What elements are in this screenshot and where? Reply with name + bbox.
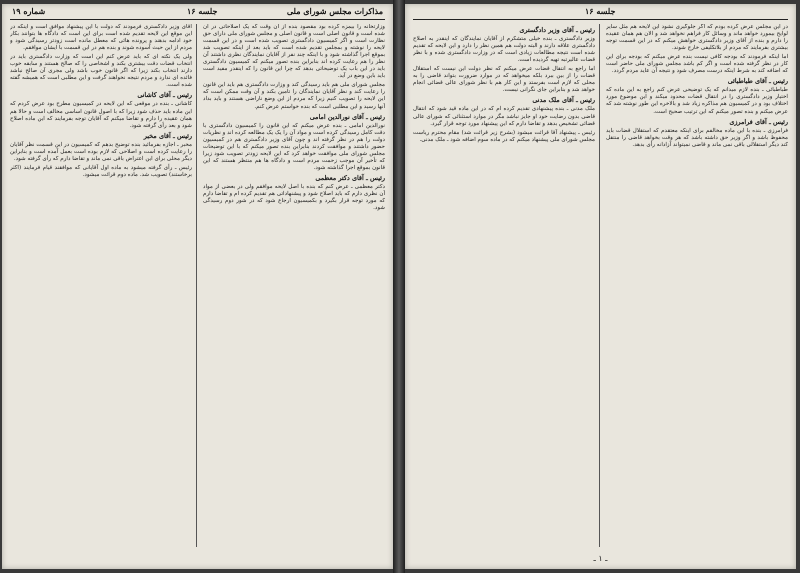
left-page [2, 4, 393, 569]
left-header-issue: شماره ۱۹ [12, 6, 46, 16]
left-header-rule [10, 19, 385, 20]
right-page-header [415, 6, 786, 18]
book-gutter [393, 0, 405, 573]
paragraph: رئیس ـ رأی گرفته میشود به ماده اول آقایانی که موافقند قیام فرمایند (اکثر برخاستند) تصویب شد. ماده دوم قرائت میشود. [10, 164, 192, 178]
paragraph: وزارتخانه را بیمزه کرده بود مقصود بنده از آن وقت که یک اصلاحاتی در آن شده است و قانون اصلی است و قانون اصلی و مجلس شورای ملی دارای حق نظارت است و اگر کمیسیون دادگستری تصویب شده است و در این قسمت لایحه را نوشته و بمجلس تقدیم شده است که باید بعد از اینکه تصویب شد بموقع اجرا گذاشته شود و با اینکه چند نفر از آقایان نمایندگان نظری داشتند آن نظر را هم رعایت کرده اند بنابراین بنده تصور میکنم که کمیسیون دادگستری باید در این باب یک توضیحاتی بدهد که چرا این قانون را که اینقدر مفید است باید باین وضع در آید. [203, 24, 385, 80]
right-header-session: جلسه ۱۶ [585, 6, 616, 16]
right-columns [413, 24, 788, 547]
speaker-heading: رئیس ـ آقای طباطبائی [727, 77, 788, 86]
speaker-heading: رئیس ـ آقای وزیر دادگستری [519, 26, 595, 34]
left-column-left [10, 24, 192, 547]
paragraph: کاشانی ـ بنده در موقعی که این لایحه در کمیسیون مطرح بود عرض کردم که این ماده باید حذف شود زیرا که با اصول قانون اساسی مخالف است و حالا هم همان عقیده را دارم و تقاضا میکنم که آقایان توجه بفرمایند که این ماده اصلاح شود و بعد رأی گرفته شود. [10, 101, 192, 129]
right-column-divider [599, 24, 600, 547]
speaker-heading: رئیس ـ آقای مخبر [143, 131, 192, 140]
left-column-divider [196, 24, 197, 547]
left-header-title: مذاکرات مجلس شورای ملی [286, 6, 383, 16]
paragraph: مجلس شورای ملی هم باید رسیدگی کند و وزارت دادگستری هم باید این قانون را رعایت کند و نظر آقایان نمایندگان را تامین بکند و آن وقت ممکن است که این لایحه را تصویب کنیم زیرا که مردم از این وضع ناراضی هستند و باید بداد آنها رسید و این مطلبی است که بنده خواستم عرض کنم. [203, 82, 385, 110]
right-column-right [606, 24, 788, 547]
paragraph: مخبر ـ اجازه بفرمائید بنده توضیح بدهم که کمیسیون در این قسمت نظر آقایان را رعایت کرده است و اصلاحی که لازم بوده است بعمل آمده است و بنابراین دیگر محلی برای این اعتراض باقی نمی ماند و تقاضا دارم که رأی گرفته شود. [10, 141, 192, 162]
paragraph: آقای وزیر دادگستری فرمودند که دولت با این پیشنهاد موافق است و اینکه در این موقع این لایحه تقدیم شده است برای این است که دادگاه ها بتوانند بکار خود ادامه بدهند و پرونده هائی که معطل مانده است زودتر رسیدگی شود و مردم از این حیث آسوده شوند و بنده هم در این قسمت با ایشان موافقم. [10, 24, 192, 52]
paragraph: در این مجلس عرض کرده بودم که اگر جلوگیری نشود این لایحه هم مثل سایر لوایح بیمورد خواهد ماند و وسائل کار فراهم نخواهد شد و الان هم همان عقیده را دارم و بنده از آقای وزیر دادگستری خواهش میکنم که در این قسمت توجه بیشتری بفرمایند که مردم از بلاتکلیفی خارج شوند. [606, 24, 788, 52]
right-header-rule [413, 19, 788, 20]
paragraph: وزیر دادگستری ـ بنده خیلی متشکرم از آقایان نمایندگان که اینقدر به اصلاح دادگستری علاقه دارند و البته دولت هم همین نظر را دارد و این لایحه که تقدیم شده است نتیجه مطالعات زیادی است که در وزارت دادگستری شده و با نظر قضات عالیرتبه تهیه گردیده است. [413, 36, 595, 64]
paragraph: فرامرزی ـ بنده با این ماده مخالفم برای اینکه معتقدم که استقلال قضات باید محفوظ باشد و اگر وزیر حق داشته باشد که هر وقت بخواهد قاضی را منتقل کند دیگر استقلالی باقی نمی ماند و قاضی نمیتواند آزادانه رأی بدهد. [606, 127, 788, 148]
speaker-heading: رئیس ـ آقای فرامرزی [729, 117, 788, 126]
paragraph: دکتر معظمی ـ عرض کنم که بنده با اصل لایحه موافقم ولی در بعضی از مواد آن نظری دارم که باید اصلاح شود و پیشنهاداتی هم تقدیم کرده ام و تقاضا دارم که مورد توجه قرار بگیرد و بکمیسیون ارجاع شود که در شور دوم رسیدگی شود. [203, 183, 385, 212]
left-header-session: جلسه ۱۶ [187, 6, 218, 16]
left-page-header [12, 6, 383, 18]
paragraph: اما راجع به انتقال قضات عرض میکنم که نظر دولت این نیست که استقلال قضات را از بین ببرد بلکه میخواهد که در موارد ضرورت بتواند قاضی را به محلی که لازم است بفرستد و این کار هم با نظر شورای عالی قضائی انجام خواهد شد و بنابراین جای نگرانی نیست. [413, 66, 595, 94]
left-column-right [203, 24, 385, 547]
paragraph: طباطبائی ـ بنده لازم میدانم که یک توضیحی عرض کنم راجع به این ماده که اختیار وزیر دادگستری را در انتقال قضات محدود میکند و این موضوع مورد اختلاف بود و در کمیسیون هم مذاکره زیاد شد و بالاخره این طور نوشته شد که عرض میکنم و بنده تصور میکنم که این ترتیب صحیح است. [606, 87, 788, 115]
speaker-heading: رئیس ـ آقای دکتر معظمی [315, 173, 385, 182]
left-columns [10, 24, 385, 547]
paragraph: رئیس ـ پیشنهاد آقا قرائت میشود (بشرح زیر قرائت شد) مقام محترم ریاست مجلس شورای ملی پیشنهاد میکنم که در ماده سوم اضافه شود ـ ملک مدنی. [413, 129, 595, 143]
paragraph: نورالدین امامی ـ بنده عرض میکنم که این قانون را کمیسیون دادگستری با دقت کامل رسیدگی کرده است و مواد آن را یک یک مطالعه کرده اند و نظریات دولت را هم در نظر گرفته اند و چون آقای وزیر دادگستری هم در کمیسیون حضور داشتند و موافقت کردند بنابراین بنده تصور میکنم که با این توضیحات مجلس شورای ملی موافقت خواهد کرد که این لایحه زودتر تصویب شود زیرا که تأخیر آن موجب زحمت مردم است و دادگاه ها هم منتظر هستند که این قانون بموقع اجرا گذاشته شود. [203, 122, 385, 171]
speaker-heading: رئیس ـ آقای کاشانی [137, 91, 192, 100]
speaker-heading: رئیس ـ آقای ملک مدنی [532, 96, 595, 105]
right-page [405, 4, 796, 569]
right-column-left [413, 24, 595, 547]
right-page-footer: ـ ۱ ـ [593, 554, 608, 563]
paragraph: ملک مدنی ـ بنده پیشنهادی تقدیم کرده ام که در این ماده قید شود که انتقال قاضی بدون رضایت خود او جایز نباشد مگر در موارد استثنائی که شورای عالی قضائی تشخیص بدهد و تقاضا دارم که این پیشنهاد مورد توجه قرار گیرد. [413, 106, 595, 127]
paragraph: اما اینکه فرمودند که بودجه کافی نیست بنده عرض میکنم که بودجه برای این کار در نظر گرفته شده است و اگر کم باشد مجلس شورای ملی حاضر است که اضافه کند به شرط اینکه درست مصرف شود و نتیجه آن عاید مردم گردد. [606, 54, 788, 75]
paragraph: ولی یک نکته ای که باید عرض کنم این است که وزارت دادگستری باید در انتخاب قضات دقت بیشتری بکند و اشخاصی را که صالح هستند و سابقه خوب دارند انتخاب بکند زیرا که اگر قانون خوب باشد ولی مجری آن صالح نباشد فائده ای ندارد و مردم نتیجه نخواهند گرفت و این مطلبی است که همیشه گفته شده است. [10, 54, 192, 89]
speaker-heading: رئیس ـ آقای نورالدین امامی [309, 112, 385, 121]
